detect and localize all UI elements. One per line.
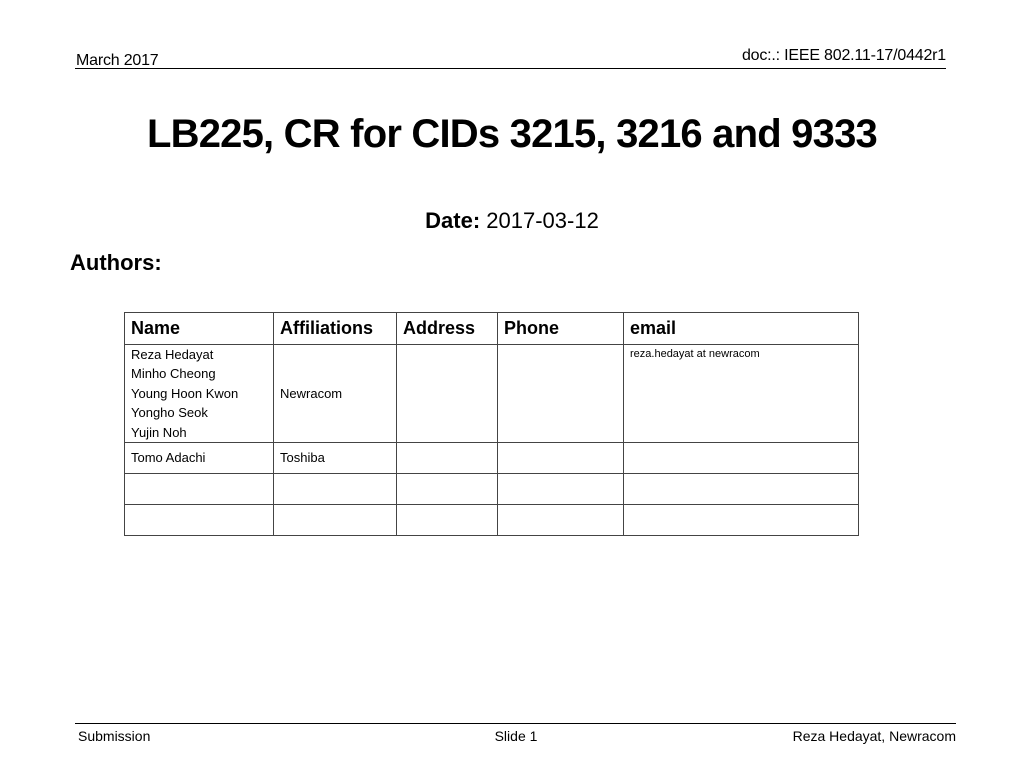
author-name: Young Hoon Kwon: [131, 385, 239, 401]
address-cell: [397, 443, 498, 474]
footer-author: Reza Hedayat, Newracom: [792, 728, 956, 744]
footer-rule: [75, 723, 956, 724]
phone-cell: [498, 443, 624, 474]
header-date: March 2017: [76, 52, 159, 69]
table-row: [125, 505, 859, 536]
authors-table: [124, 312, 859, 536]
address-cell: [397, 505, 498, 536]
header-doc-id: doc:.: IEEE 802.11-17/0442r1: [741, 47, 946, 64]
column-header-affiliations: Affiliations: [274, 313, 397, 345]
email-cell: [624, 474, 859, 505]
affiliation-cell: Newracom: [274, 345, 397, 443]
authors-heading: Authors:: [70, 250, 162, 275]
address-cell: [397, 345, 498, 443]
column-header-email: email: [624, 313, 859, 345]
name-cell: [125, 474, 274, 505]
author-name: Reza Hedayat: [131, 347, 214, 362]
author-name: Yujin Noh: [131, 424, 187, 440]
name-cell: [125, 345, 274, 443]
address-cell: [397, 474, 498, 505]
phone-cell: [498, 474, 624, 505]
column-header-phone: Phone: [498, 313, 624, 345]
date-value: 2017-03-12: [480, 208, 599, 233]
email-cell: [624, 443, 859, 474]
table-row: [125, 443, 859, 474]
affiliation-cell: [274, 505, 397, 536]
footer-submission: Submission: [78, 728, 151, 744]
table-row: [125, 345, 859, 443]
footer-slide-number: Slide 1: [494, 728, 538, 744]
name-cell: [125, 505, 274, 536]
author-name: Minho Cheong: [131, 366, 216, 382]
date-line: [0, 208, 1024, 234]
table-header-row: [125, 313, 859, 345]
name-cell: Tomo Adachi: [125, 443, 274, 474]
author-name: Yongho Seok: [131, 405, 208, 421]
email-cell: reza.hedayat at newracom: [624, 345, 859, 443]
column-header-name: Name: [125, 313, 274, 345]
column-header-address: Address: [397, 313, 498, 345]
affiliation-cell: Toshiba: [274, 443, 397, 474]
affiliation-cell: [274, 474, 397, 505]
header-rule: [75, 68, 946, 69]
slide-title: LB225, CR for CIDs 3215, 3216 and 9333: [147, 112, 877, 156]
phone-cell: [498, 505, 624, 536]
phone-cell: [498, 345, 624, 443]
date-label: Date:: [425, 208, 481, 233]
email-cell: [624, 505, 859, 536]
table-row: [125, 474, 859, 505]
